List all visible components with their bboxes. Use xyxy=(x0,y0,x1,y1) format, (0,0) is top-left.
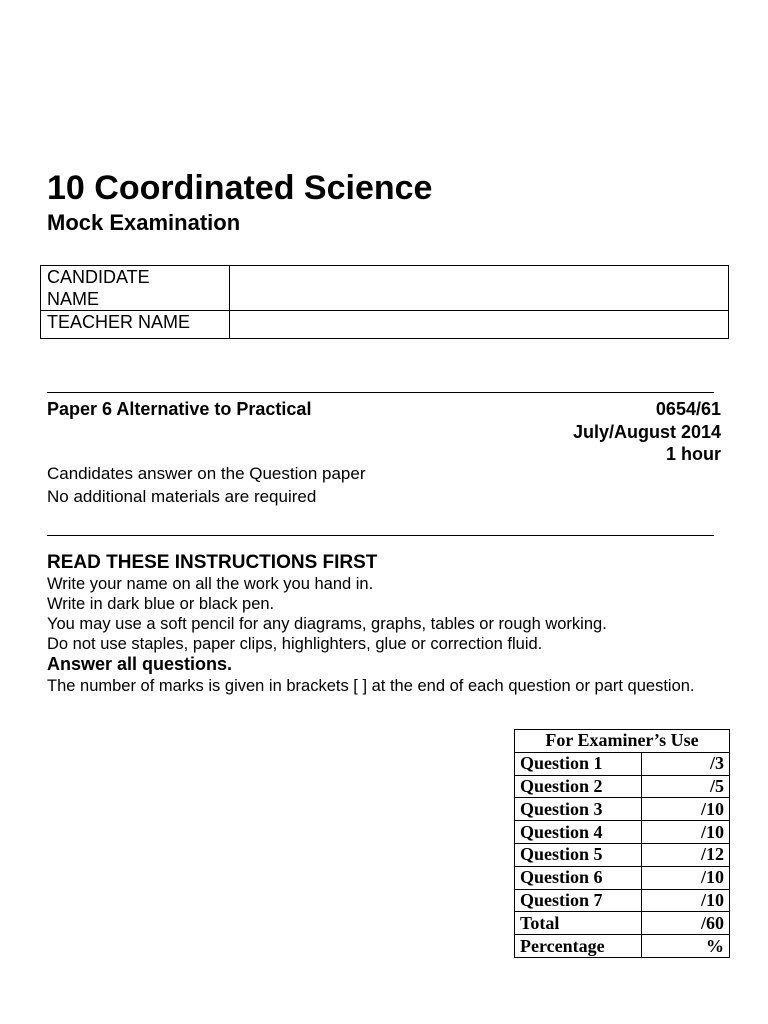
table-row xyxy=(515,798,730,821)
answer-all-heading: Answer all questions. xyxy=(47,654,233,674)
table-row xyxy=(515,821,730,844)
examiner-use-table xyxy=(514,729,730,958)
row-marks: /60 xyxy=(642,912,730,935)
table-row xyxy=(515,752,730,775)
row-label: Question 4 xyxy=(515,821,642,844)
row-marks: % xyxy=(642,935,730,958)
candidate-name-label-line2: NAME xyxy=(47,289,100,309)
row-label: Question 7 xyxy=(515,889,642,912)
examiner-table-heading: For Examiner’s Use xyxy=(515,730,730,753)
candidate-name-row xyxy=(41,266,729,311)
teacher-name-row xyxy=(41,311,729,339)
paper-session: July/August 2014 xyxy=(572,421,721,442)
row-label: Question 2 xyxy=(515,775,642,798)
paper-note-1: Candidates answer on the Question paper xyxy=(47,464,366,483)
instructions-list xyxy=(47,574,607,654)
row-label: Question 5 xyxy=(515,843,642,866)
row-marks: /12 xyxy=(642,843,730,866)
marks-note: The number of marks is given in brackets [ ] at the end of each question or part question. xyxy=(47,677,695,695)
row-label: Question 1 xyxy=(515,752,642,775)
paper-name: Paper 6 Alternative to Practical xyxy=(47,399,312,419)
divider-bottom xyxy=(47,535,714,536)
instruction-line: Write in dark blue or black pen. xyxy=(47,595,275,613)
table-row xyxy=(515,889,730,912)
candidate-name-field[interactable] xyxy=(230,266,729,311)
instruction-line: Write your name on all the work you hand in. xyxy=(47,575,374,593)
instructions-heading: READ THESE INSTRUCTIONS FIRST xyxy=(47,552,378,573)
row-marks: /10 xyxy=(642,889,730,912)
row-marks: /3 xyxy=(642,752,730,775)
table-row xyxy=(515,775,730,798)
paper-details xyxy=(573,398,721,466)
table-row xyxy=(515,866,730,889)
paper-code: 0654/61 xyxy=(655,399,721,419)
teacher-name-label: TEACHER NAME xyxy=(41,311,230,339)
document-title: 10 Coordinated Science xyxy=(47,169,433,207)
row-label: Question 3 xyxy=(515,798,642,821)
paper-duration: 1 hour xyxy=(665,444,721,464)
instruction-line: You may use a soft pencil for any diagrams, graphs, tables or rough working. xyxy=(47,615,607,633)
table-row xyxy=(515,843,730,866)
row-marks: /10 xyxy=(642,821,730,844)
row-marks: /10 xyxy=(642,866,730,889)
candidate-name-label xyxy=(41,266,230,311)
table-row xyxy=(515,935,730,958)
row-label: Percentage xyxy=(515,935,642,958)
document-subtitle: Mock Examination xyxy=(47,210,241,235)
instruction-line: Do not use staples, paper clips, highlighters, glue or correction fluid. xyxy=(47,635,543,653)
row-marks: /5 xyxy=(642,775,730,798)
teacher-name-field[interactable] xyxy=(230,311,729,339)
candidate-table xyxy=(40,265,729,339)
row-label: Question 6 xyxy=(515,866,642,889)
table-row xyxy=(515,912,730,935)
row-label: Total xyxy=(515,912,642,935)
divider-top xyxy=(47,392,714,393)
paper-note-2: No additional materials are required xyxy=(47,487,317,506)
row-marks: /10 xyxy=(642,798,730,821)
candidate-name-label-line1: CANDIDATE xyxy=(47,267,150,287)
